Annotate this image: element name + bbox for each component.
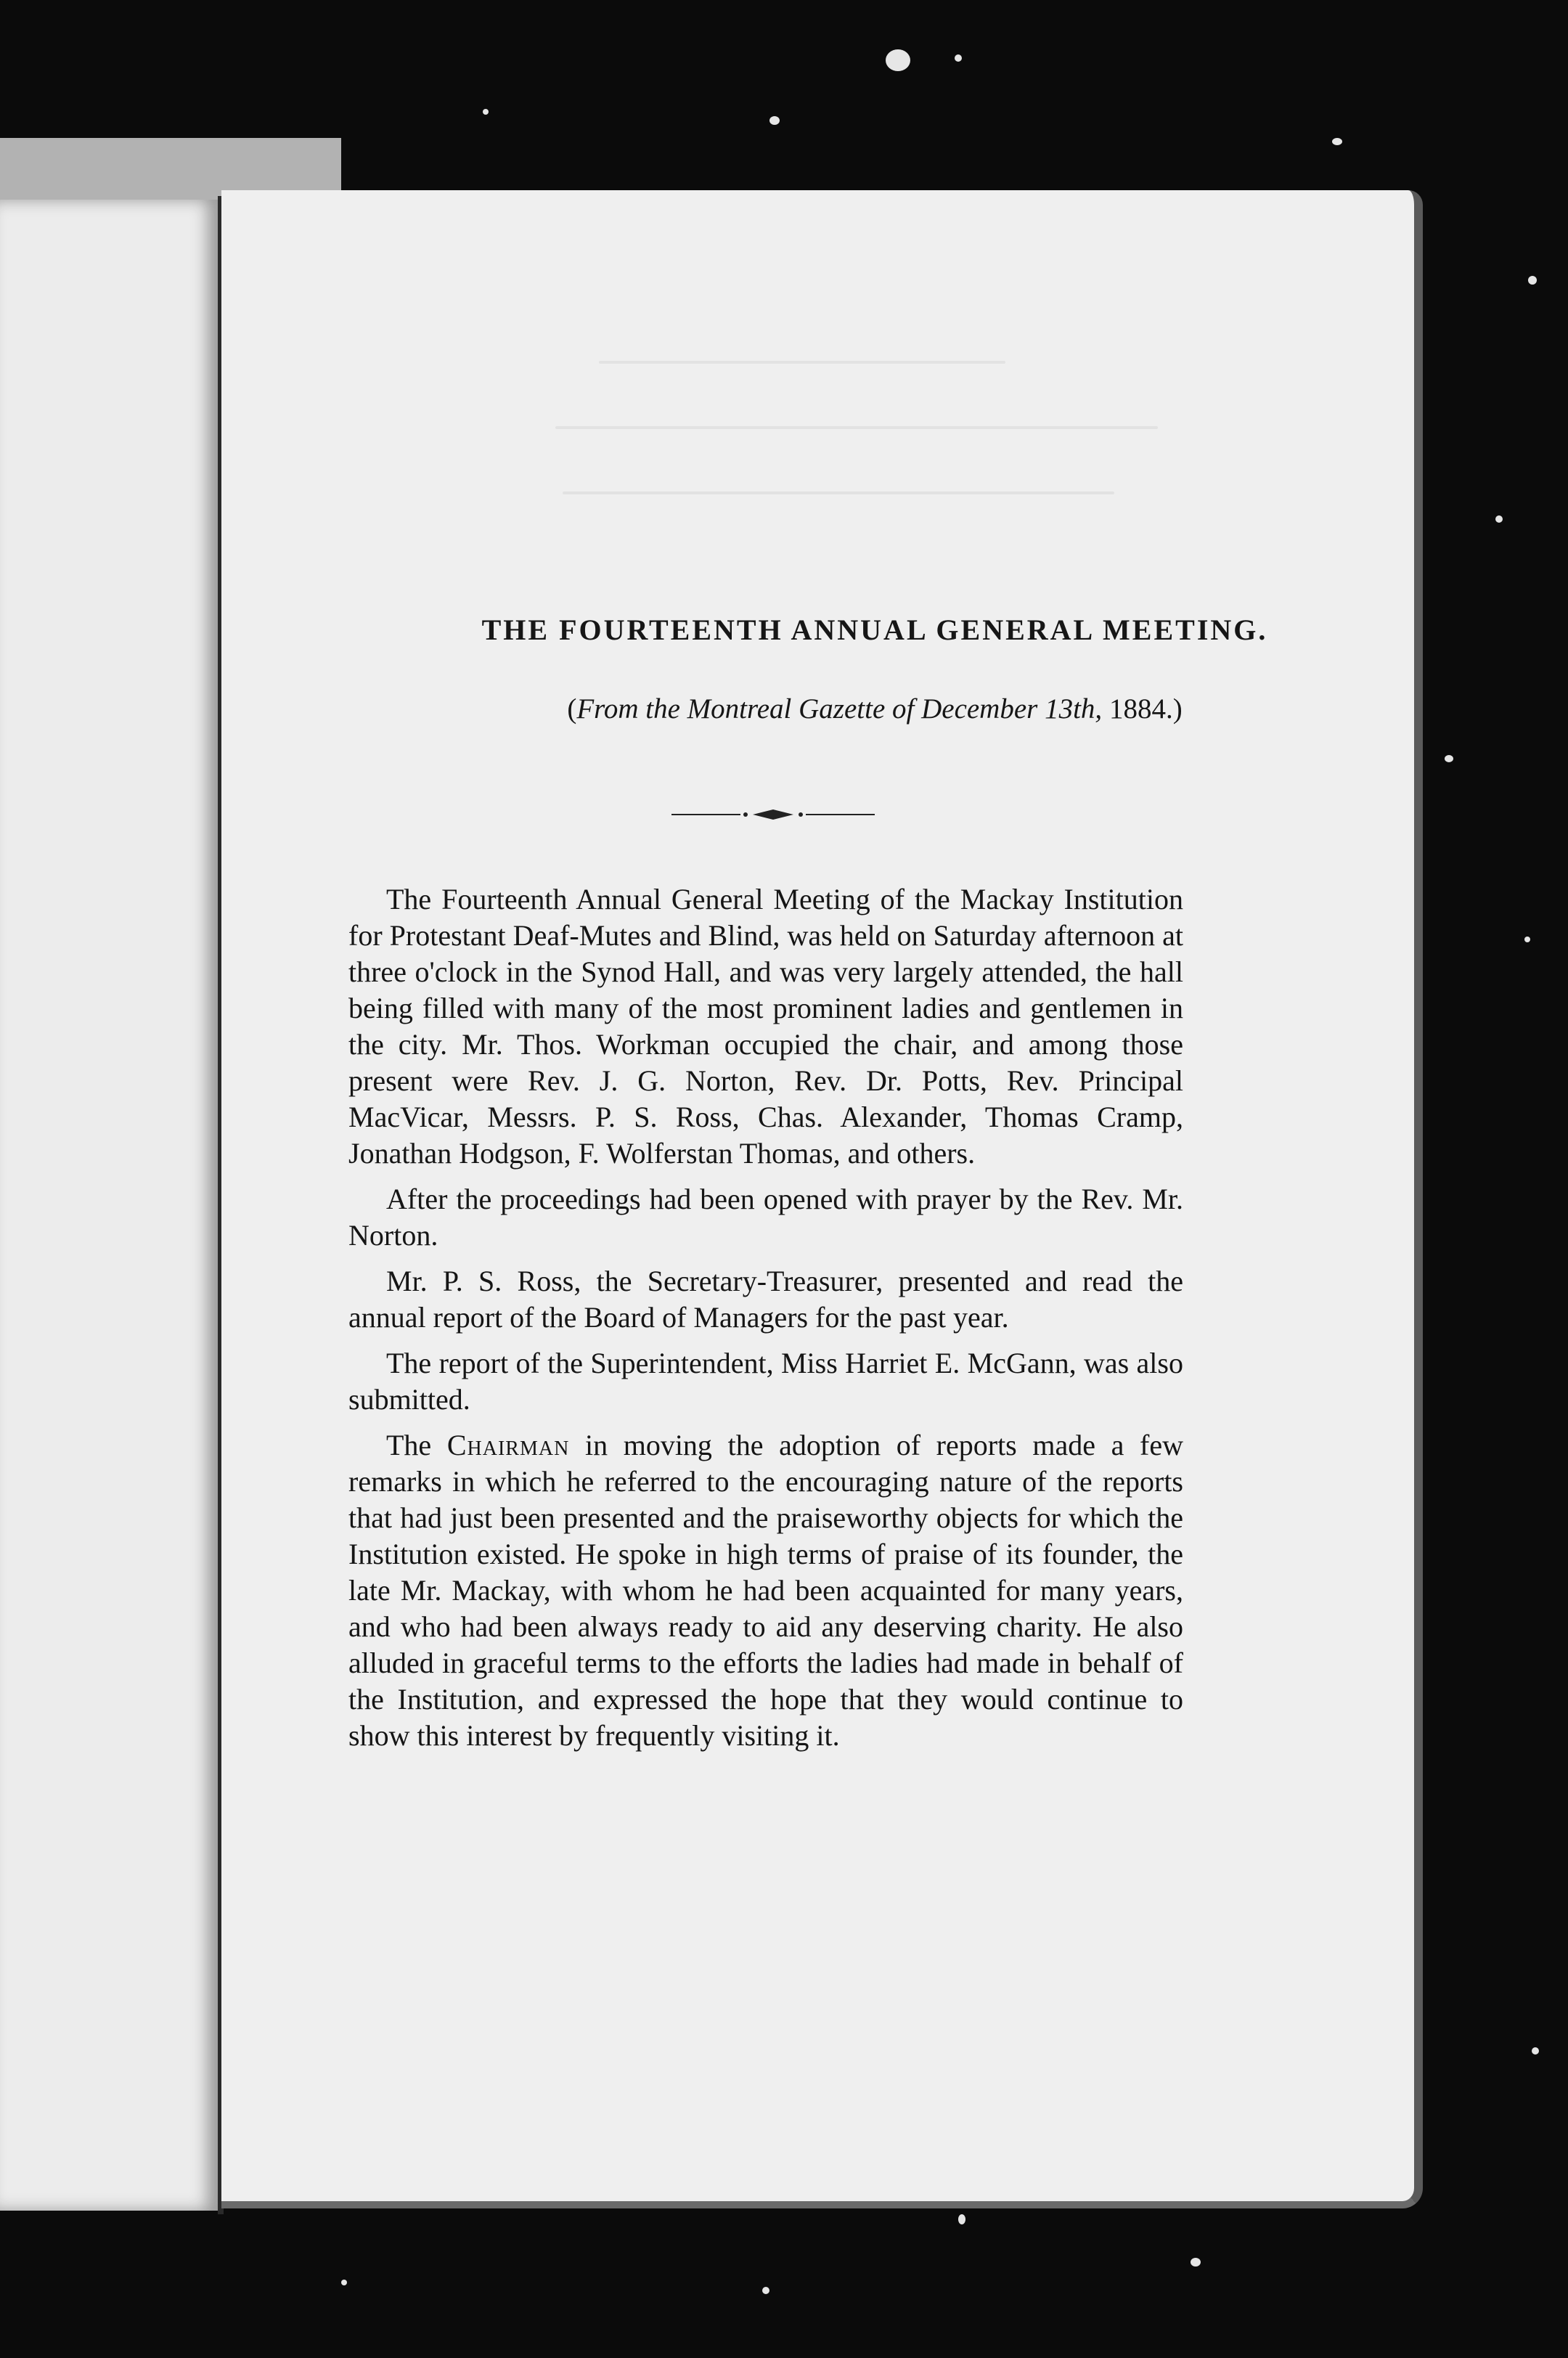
dust-speck xyxy=(1191,2258,1201,2267)
dust-speck xyxy=(886,49,910,71)
source-citation xyxy=(348,693,1401,725)
source-italic: From the Montreal Gazette of December 13th, xyxy=(576,693,1103,725)
paragraph-prayer: After the proceedings had been opened with prayer by the Rev. Mr. Norton. xyxy=(348,1183,1183,1252)
article-body xyxy=(348,881,1183,1763)
left-page xyxy=(0,200,218,2211)
chairman-text: in moving the adoption of reports made a few remarks in which he referred to the encouraging nature of the reports that had just been presented and the praiseworthy objects for which the Institution existed. He spoke in high terms of praise of its founder, the late Mr. Mackay, with whom he had been acquainted for many years, and who had been always ready to aid any deserving charity. He also alluded in graceful terms to the efforts the ladies had made in behalf of the Institution, and expressed the hope that they would continue to show this interest by frequently visiting it. xyxy=(348,1429,1184,1752)
paragraph-attendance: The Fourteenth Annual General Meeting of the Mackay Institution for Protestant Deaf-Mutes and Blind, was held on Saturday afternoon at three o'clock in the Synod Hall, and was very largely attended, the hall being filled with many of the most prominent ladies and gentlemen in the city. Mr. Thos. Workman occupied the chair, and among those present were Rev. J. G. Norton, Rev. Dr. Potts, Rev. Principal MacVicar, Messrs. P. S. Ross, Chas. Alexander, Thomas Cramp, Jonathan Hodgson, F. Wolferstan Thomas, and others. xyxy=(348,883,1183,1170)
show-through-line xyxy=(563,491,1114,494)
dust-speck xyxy=(1445,755,1453,762)
dust-speck xyxy=(1332,138,1342,145)
paragraph-annual-report: Mr. P. S. Ross, the Secretary-Treasurer, presented and read the annual report of the Board of Managers for the past year. xyxy=(348,1265,1183,1334)
chairman-label: Chairman xyxy=(446,1429,570,1461)
ornament-divider xyxy=(671,804,875,825)
show-through-line xyxy=(599,361,1005,364)
dust-speck xyxy=(769,116,780,125)
show-through-line xyxy=(555,426,1158,429)
dust-speck xyxy=(958,2214,965,2224)
dust-speck xyxy=(1528,276,1537,285)
dust-speck xyxy=(955,54,962,62)
dust-speck xyxy=(1532,2047,1539,2055)
dust-speck xyxy=(1524,937,1530,942)
paragraph-chairman-remarks xyxy=(348,1427,1183,1754)
dust-speck xyxy=(762,2287,769,2294)
dust-speck xyxy=(483,109,489,115)
document-page xyxy=(221,190,1423,2208)
dust-speck xyxy=(1495,515,1503,523)
source-open: ( xyxy=(567,693,577,725)
source-year: 1884.) xyxy=(1102,693,1183,725)
meeting-heading: THE FOURTEENTH ANNUAL GENERAL MEETING. xyxy=(481,613,1268,646)
paragraph-superintendent-report: The report of the Superintendent, Miss Harriet E. McGann, was also submitted. xyxy=(348,1347,1183,1416)
chairman-lead: The xyxy=(386,1429,447,1461)
dust-speck xyxy=(341,2280,347,2285)
